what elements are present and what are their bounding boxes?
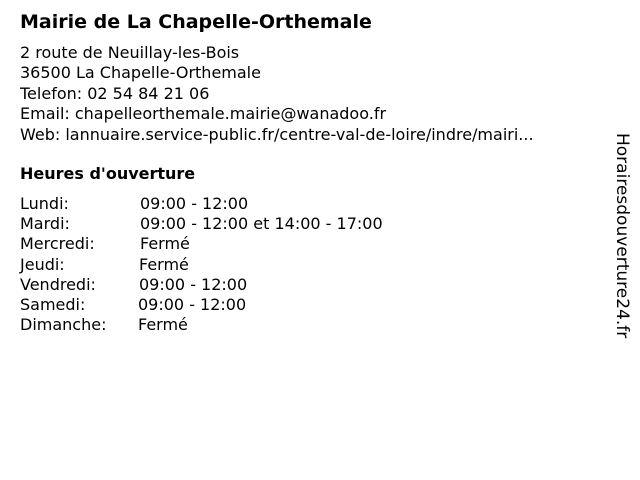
day-hours: Fermé [138,315,188,335]
page-title: Mairie de La Chapelle-Orthemale [20,11,372,33]
hours-row-monday [20,194,383,214]
day-hours: Fermé [139,254,189,274]
day-hours: 09:00 - 12:00 et 14:00 - 17:00 [140,214,383,234]
day-label: Lundi: [20,194,69,213]
email-address: Email: chapelleorthemale.mairie@wanadoo.fr [20,104,387,124]
day-hours: 09:00 - 12:00 [140,194,249,213]
watermark-text: Horairesdouverture24.fr [612,133,632,339]
hours-row-sunday [20,315,383,335]
hours-row-friday [20,275,383,295]
hours-row-wednesday [20,234,383,254]
hours-row-tuesday [20,214,383,234]
day-hours: 09:00 - 12:00 [138,295,247,315]
opening-hours-table [20,194,383,335]
hours-row-saturday [20,295,383,315]
street-address: 2 route de Neuillay-les-Bois [20,43,240,62]
day-hours: 09:00 - 12:00 [139,274,248,294]
day-label: Mardi: [20,214,70,234]
phone-number: Telefon: 02 54 84 21 06 [20,83,210,103]
day-label: Samedi: [20,295,86,315]
website-link[interactable]: Web: lannuaire.service-public.fr/centre-val-de-loire/indre/mairi... [20,124,534,144]
site-watermark [612,133,634,373]
city-address: 36500 La Chapelle-Orthemale [20,63,261,83]
day-label: Dimanche: [20,315,107,335]
day-label: Jeudi: [20,254,65,274]
opening-hours-heading: Heures d'ouverture [20,164,196,183]
hours-row-thursday [20,255,383,275]
day-label: Mercredi: [20,234,95,254]
day-hours: Fermé [140,234,190,254]
contact-block [20,43,600,145]
day-label: Vendredi: [20,274,96,294]
